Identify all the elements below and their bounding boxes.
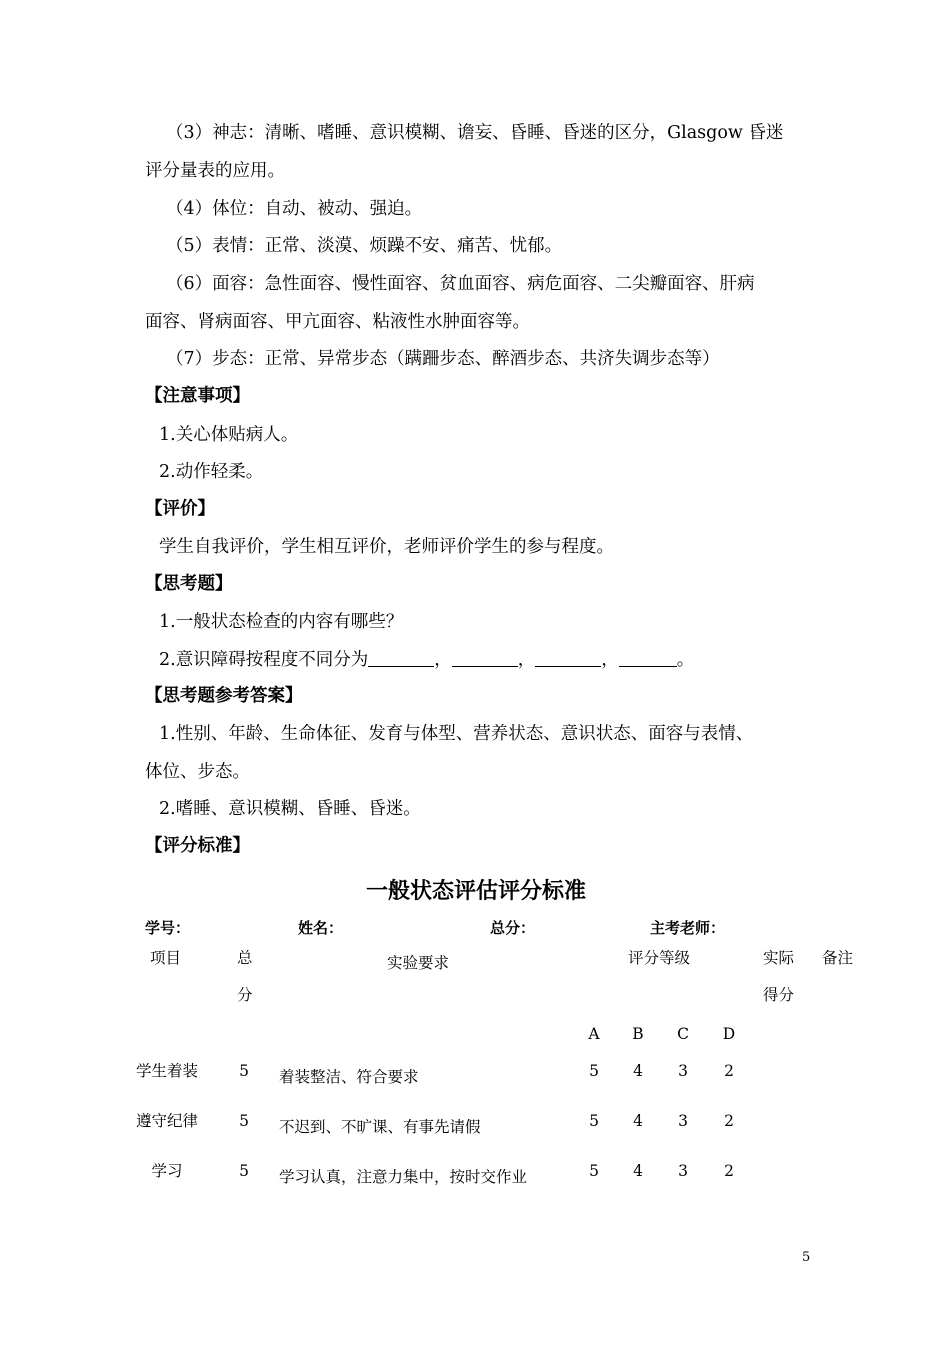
table-row-requirement: 着装整洁、符合要求 bbox=[279, 1068, 419, 1086]
table-row-item: 遵守纪律 bbox=[135, 1112, 198, 1130]
text-line-expression: （5）表情：正常、淡漠、烦躁不安、痛苦、忧郁。 bbox=[166, 236, 563, 256]
table-row-score: 2 bbox=[724, 1112, 734, 1130]
header-requirement: 实验要求 bbox=[387, 954, 450, 972]
table-row-score: 4 bbox=[633, 1062, 643, 1080]
table-row-requirement: 不迟到、不旷课、有事先请假 bbox=[279, 1118, 481, 1136]
table-row-score: 4 bbox=[633, 1162, 643, 1180]
table-row-score: 3 bbox=[678, 1062, 688, 1080]
header-remark: 备注 bbox=[822, 949, 854, 967]
table-row-score: 5 bbox=[589, 1062, 599, 1080]
table-row-total: 5 bbox=[239, 1112, 249, 1130]
scoring-heading: 【评分标准】 bbox=[145, 836, 250, 856]
name-label: 姓名： bbox=[298, 919, 344, 937]
grade-label: B bbox=[632, 1025, 644, 1043]
questions-heading: 【思考题】 bbox=[145, 574, 233, 594]
table-row-score: 4 bbox=[633, 1112, 643, 1130]
table-row-score: 5 bbox=[589, 1112, 599, 1130]
table-row-score: 3 bbox=[678, 1112, 688, 1130]
text-line-gait: （7）步态：正常、异常步态（蹒跚步态、醉酒步态、共济失调步态等） bbox=[166, 349, 720, 369]
answer-blank[interactable] bbox=[368, 650, 434, 667]
note-item: 1.关心体贴病人。 bbox=[159, 425, 299, 445]
table-row-total: 5 bbox=[239, 1162, 249, 1180]
table-row-total: 5 bbox=[239, 1062, 249, 1080]
question-2 bbox=[159, 649, 694, 671]
header-actual: 得分 bbox=[763, 986, 795, 1004]
table-row-score: 2 bbox=[724, 1162, 734, 1180]
header-total: 总 bbox=[237, 949, 253, 967]
table-row-score: 3 bbox=[678, 1162, 688, 1180]
answer-2: 2.嗜睡、意识模糊、昏睡、昏迷。 bbox=[159, 799, 421, 819]
grade-label: D bbox=[722, 1025, 736, 1043]
comma: ， bbox=[517, 650, 536, 670]
table-row-score: 2 bbox=[724, 1062, 734, 1080]
eval-text: 学生自我评价，学生相互评价，老师评价学生的参与程度。 bbox=[159, 537, 614, 557]
table-row-item: 学习 bbox=[151, 1162, 183, 1180]
note-item: 2.动作轻柔。 bbox=[159, 462, 264, 482]
table-row-item: 学生着装 bbox=[135, 1062, 198, 1080]
question-1: 1.一般状态检查的内容有哪些？ bbox=[159, 612, 404, 632]
text-line-glasgow: 评分量表的应用。 bbox=[145, 161, 285, 181]
grade-label: C bbox=[677, 1025, 689, 1043]
answer-blank[interactable] bbox=[619, 650, 677, 667]
comma: ， bbox=[601, 650, 619, 670]
student-id-label: 学号： bbox=[145, 919, 191, 937]
answer-blank[interactable] bbox=[535, 650, 601, 667]
comma: ， bbox=[434, 650, 452, 670]
header-item: 项目 bbox=[150, 949, 182, 967]
text-line-position: （4）体位：自动、被动、强迫。 bbox=[166, 199, 423, 219]
answer-blank[interactable] bbox=[452, 650, 518, 667]
table-title: 一般状态评估评分标准 bbox=[365, 878, 586, 904]
table-row-score: 5 bbox=[589, 1162, 599, 1180]
text-line-facies: （6）面容：急性面容、慢性面容、贫血面容、病危面容、二尖瓣面容、肝病 bbox=[166, 274, 755, 294]
eval-heading: 【评价】 bbox=[145, 499, 215, 519]
answer-1-line-1: 1.性别、年龄、生命体征、发育与体型、营养状态、意识状态、面容与表情、 bbox=[159, 724, 754, 744]
header-actual: 实际 bbox=[763, 949, 795, 967]
period: 。 bbox=[676, 650, 695, 670]
text-line-facies-cont: 面容、肾病面容、甲亢面容、粘液性水肿面容等。 bbox=[145, 312, 530, 332]
header-grade: 评分等级 bbox=[628, 949, 691, 967]
answer-1-line-2: 体位、步态。 bbox=[145, 762, 250, 782]
notes-heading: 【注意事项】 bbox=[145, 386, 250, 406]
page-number: 5 bbox=[802, 1250, 811, 1265]
examiner-label: 主考老师： bbox=[650, 919, 726, 937]
header-total: 分 bbox=[237, 986, 253, 1004]
table-row-requirement: 学习认真，注意力集中，按时交作业 bbox=[279, 1168, 528, 1186]
answers-heading: 【思考题参考答案】 bbox=[145, 686, 303, 706]
text-line-consciousness: （3）神志：清晰、嗜睡、意识模糊、谵妄、昏睡、昏迷的区分，Glasgow 昏迷 bbox=[166, 123, 784, 143]
question-2-prefix: 2.意识障碍按程度不同分为 bbox=[159, 650, 369, 670]
grade-label: A bbox=[588, 1025, 600, 1043]
total-label: 总分： bbox=[490, 919, 536, 937]
